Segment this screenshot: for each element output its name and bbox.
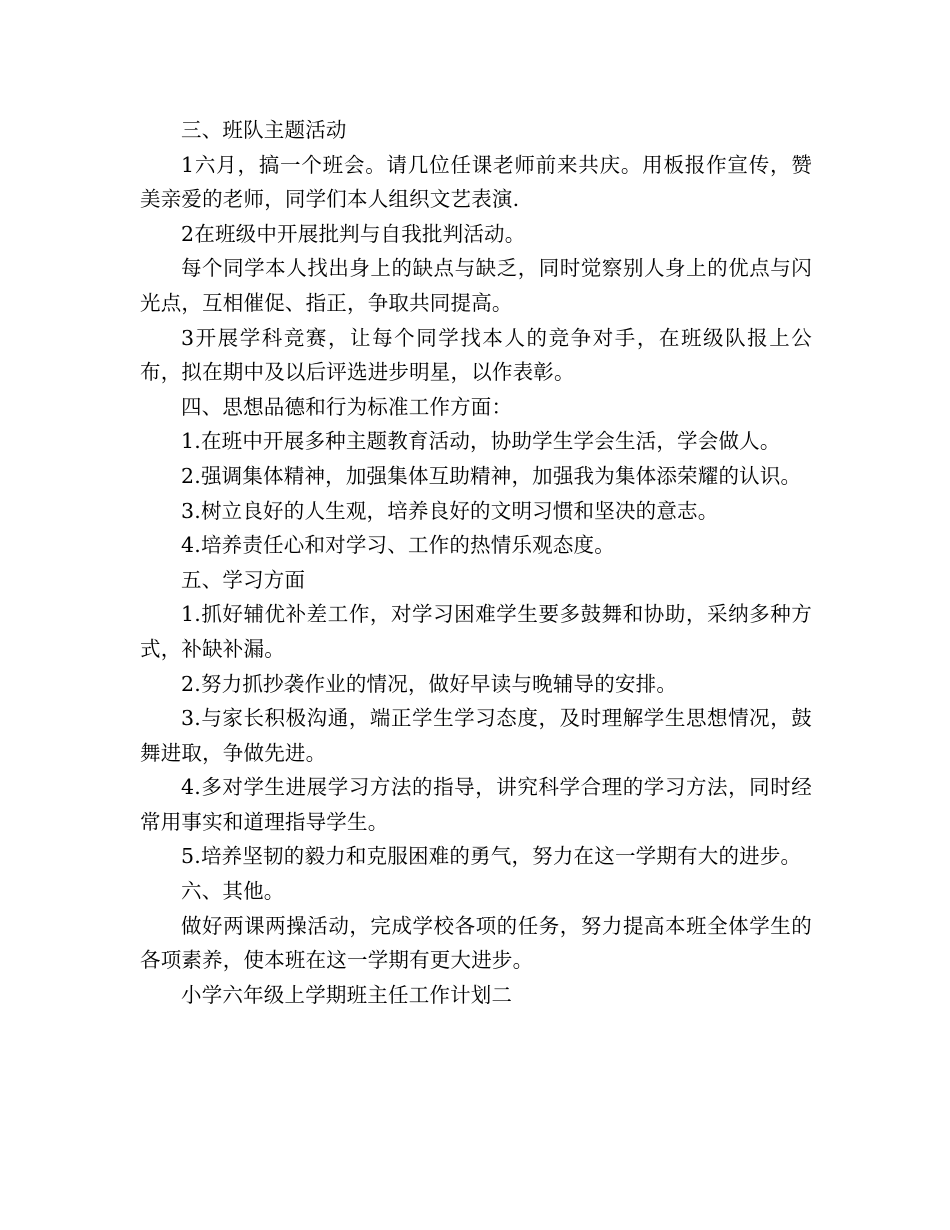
section-heading: 六、其他。 [181,879,285,904]
paragraph: 2.努力抓抄袭作业的情况，做好早读与晚辅导的安排。 [181,671,678,696]
paragraph: 2在班级中开展批判与自我批判活动。 [181,221,526,246]
paragraph: 5.培养坚韧的毅力和克服困难的勇气，努力在这一学期有大的进步。 [181,844,802,869]
paragraph: 4.多对学生进展学习方法的指导，讲究科学合理的学习方法，同时经常用事实和道理指导学生。 [140,775,812,834]
document-subtitle: 小学六年级上学期班主任工作计划二 [181,982,513,1007]
paragraph: 做好两课两操活动，完成学校各项的任务，努力提高本班全体学生的各项素养，使本班在这一学期有更大进步。 [140,913,812,973]
paragraph: 每个同学本人找出身上的缺点与缺乏，同时觉察别人身上的优点与闪光点，互相催促、指正，争取共同提高。 [140,256,812,315]
paragraph: 3.树立良好的人生观，培养良好的文明习惯和坚决的意志。 [181,498,719,523]
paragraph: 1.抓好辅优补差工作，对学习困难学生要多鼓舞和协助，采纳多种方式，补缺补漏。 [140,602,812,661]
paragraph: 3.与家长积极沟通，端正学生学习态度，及时理解学生思想情况，鼓舞进取，争做先进。 [140,706,812,765]
document-body [140,113,812,1012]
paragraph: 4.培养责任心和对学习、工作的热情乐观态度。 [181,533,615,558]
paragraph: 2.强调集体精神，加强集体互助精神，加强我为集体添荣耀的认识。 [181,463,802,488]
section-heading: 五、学习方面 [181,567,306,592]
paragraph: 3开展学科竞赛，让每个同学找本人的竞争对手，在班级队报上公布，拟在期中及以后评选进步明星，以作表彰。 [140,325,812,385]
paragraph: 1.在班中开展多种主题教育活动，协助学生学会生活，学会做人。 [181,429,781,454]
section-heading: 四、思想品德和行为标准工作方面： [181,394,513,419]
paragraph: 1六月，搞一个班会。请几位任课老师前来共庆。用板报作宣传，赞美亲爱的老师，同学们本人组织文艺表演. [140,152,812,212]
section-heading: 三、班队主题活动 [181,118,347,142]
